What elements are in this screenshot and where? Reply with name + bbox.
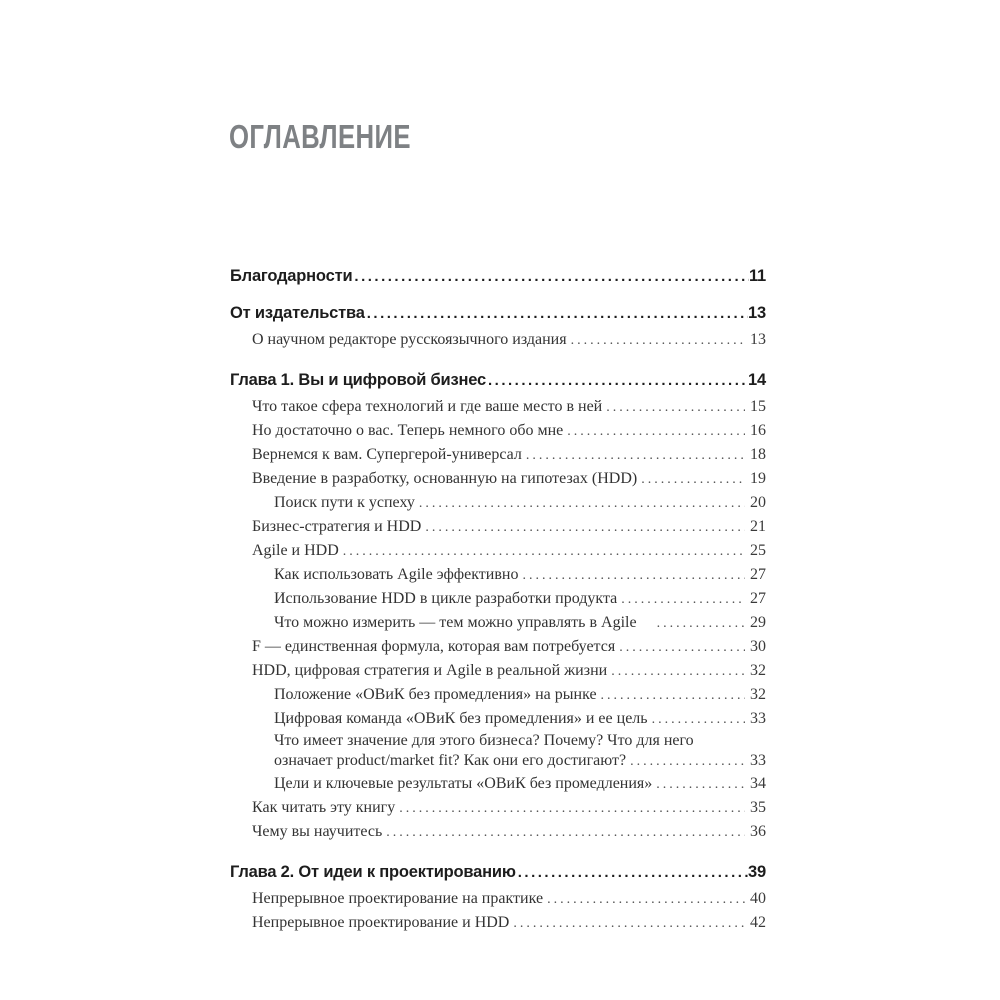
toc-entry-row: [230, 659, 766, 683]
page-number: 19: [750, 470, 766, 487]
page-number: 36: [750, 823, 766, 840]
toc-entry-row: [230, 887, 766, 911]
page-number: 14: [748, 371, 766, 389]
toc-entry-label: От издательства: [230, 304, 365, 322]
dot-leader: [619, 635, 745, 659]
toc-entry-row: [230, 611, 766, 635]
page-number: 39: [748, 863, 766, 881]
dot-leader: [630, 751, 745, 772]
toc-entry-label: Введение в разработку, основанную на гипотезах (HDD): [252, 470, 638, 487]
toc-entry-label: Чему вы научитесь: [252, 823, 383, 840]
toc-entry-label: Как читать эту книгу: [252, 799, 396, 816]
toc-entry-label: Цели и ключевые результаты «ОВиК без промедления»: [274, 775, 653, 792]
toc-list: [230, 262, 766, 935]
page-number: 15: [750, 398, 766, 415]
toc-entry-row: [230, 911, 766, 935]
dot-leader: [522, 563, 745, 587]
toc-chapter-row: [230, 299, 766, 328]
toc-entry-label: Как использовать Agile эффективно: [274, 566, 519, 583]
dot-leader: [518, 858, 748, 887]
dot-leader: [367, 299, 748, 328]
page-number: 13: [750, 331, 766, 348]
dot-leader: [657, 611, 745, 635]
dot-leader: [386, 820, 745, 844]
dot-leader: [652, 707, 745, 731]
dot-leader: [567, 419, 745, 443]
page-number: 34: [750, 775, 766, 792]
toc-entry-label: означает product/market fit? Как они его достигают?: [274, 752, 627, 769]
toc-entry-row: [230, 796, 766, 820]
toc-entry-row: [230, 820, 766, 844]
toc-entry-row: [230, 587, 766, 611]
toc-entry-row: [230, 683, 766, 707]
page-number: 40: [750, 890, 766, 907]
page-number: 42: [750, 914, 766, 931]
toc-entry-label: Что имеет значение для этого бизнеса? Почему? Что для него: [274, 732, 694, 749]
page-number: 33: [750, 752, 766, 769]
toc-entry-label: Непрерывное проектирование и HDD: [252, 914, 510, 931]
page-number: 18: [750, 446, 766, 463]
dot-leader: [425, 515, 745, 539]
toc-entry-row: [230, 731, 766, 751]
toc-entry-row: [230, 328, 766, 352]
page-number: 32: [750, 662, 766, 679]
dot-leader: [399, 796, 745, 820]
toc-entry-label: Бизнес-стратегия и HDD: [252, 518, 422, 535]
dot-leader: [354, 262, 749, 291]
toc-entry-label: Благодарности: [230, 267, 353, 285]
toc-entry-label: Agile и HDD: [252, 542, 339, 559]
toc-entry-label: Поиск пути к успеху: [274, 494, 415, 511]
toc-entry-row: [230, 419, 766, 443]
page-number: 16: [750, 422, 766, 439]
page-number: 20: [750, 494, 766, 511]
page-title: ОГЛАВЛЕНИЕ: [229, 118, 411, 155]
dot-leader: [488, 366, 748, 395]
dot-leader: [526, 443, 745, 467]
dot-leader: [547, 887, 745, 911]
page-number: 27: [750, 566, 766, 583]
toc-entry-row: [230, 443, 766, 467]
dot-leader: [419, 491, 745, 515]
dot-leader: [601, 683, 745, 707]
toc-entry-label: HDD, цифровая стратегия и Agile в реальной жизни: [252, 662, 608, 679]
toc-chapter-row: [230, 366, 766, 395]
dot-leader: [611, 659, 745, 683]
toc-entry-label: Что можно измерить — тем можно управлять в Agile: [274, 614, 637, 631]
toc-entry-label: F — единственная формула, которая вам потребуется: [252, 638, 616, 655]
page-number: 21: [750, 518, 766, 535]
dot-leader: [656, 772, 745, 796]
page-number: 32: [750, 686, 766, 703]
toc-entry-row: [230, 707, 766, 731]
dot-leader: [641, 467, 745, 491]
toc-entry-label: Цифровая команда «ОВиК без промедления» и ее цель: [274, 710, 648, 727]
toc-entry-label: Положение «ОВиК без промедления» на рынке: [274, 686, 597, 703]
toc-entry-label: Глава 1. Вы и цифровой бизнес: [230, 371, 486, 389]
toc-entry-row-continuation: [230, 751, 766, 772]
toc-entry-label: Но достаточно о вас. Теперь немного обо мне: [252, 422, 564, 439]
page-number: 33: [750, 710, 766, 727]
page-number: 11: [748, 267, 766, 285]
toc-entry-row: [230, 563, 766, 587]
page-number: 13: [748, 304, 766, 322]
page-number: 25: [750, 542, 766, 559]
toc-entry-label: Что такое сфера технологий и где ваше место в ней: [252, 398, 603, 415]
toc-entry-row: [230, 467, 766, 491]
page-number: 35: [750, 799, 766, 816]
toc-entry-row: [230, 515, 766, 539]
toc-entry-label: Вернемся к вам. Супергерой-универсал: [252, 446, 522, 463]
toc-entry-label: О научном редакторе русскоязычного издания: [252, 331, 567, 348]
dot-leader: [343, 539, 745, 563]
toc-chapter-row: [230, 262, 766, 291]
dot-leader: [621, 587, 745, 611]
page-number: 30: [750, 638, 766, 655]
toc-chapter-row: [230, 858, 766, 887]
toc-entry-row: [230, 395, 766, 419]
toc-entry-label: Непрерывное проектирование на практике: [252, 890, 544, 907]
page-number: 29: [750, 614, 766, 631]
toc-entry-label: Использование HDD в цикле разработки продукта: [274, 590, 618, 607]
dot-leader: [606, 395, 745, 419]
page-number: 27: [750, 590, 766, 607]
toc-entry-label: Глава 2. От идеи к проектированию: [230, 863, 516, 881]
toc-entry-row: [230, 772, 766, 796]
toc-entry-row: [230, 491, 766, 515]
toc-entry-row: [230, 539, 766, 563]
toc-entry-row: [230, 635, 766, 659]
dot-leader: [513, 911, 745, 935]
dot-leader: [571, 328, 745, 352]
